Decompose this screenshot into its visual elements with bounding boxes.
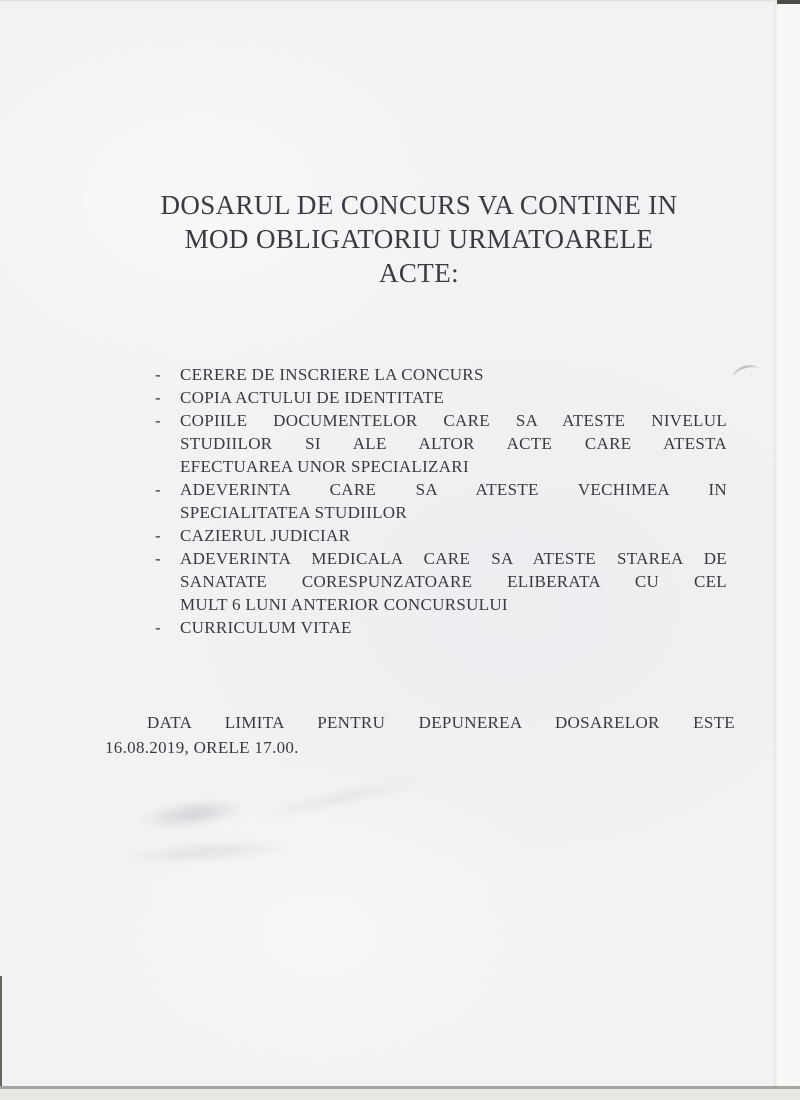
deadline-paragraph	[105, 710, 735, 760]
deadline-line: 16.08.2019, ORELE 17.00.	[105, 738, 299, 757]
title-line: MOD OBLIGATORIU URMATOARELE	[184, 224, 654, 254]
paper-edge-right-band	[774, 0, 800, 1087]
list-item	[155, 363, 727, 386]
bullet-dash: -	[155, 549, 161, 568]
requirements-list	[155, 363, 727, 639]
bullet-dash: -	[155, 526, 161, 545]
list-item	[155, 547, 727, 616]
scanner-bed-strip	[0, 1089, 800, 1100]
list-item-line: SPECIALITATEA STUDIILOR	[180, 503, 408, 522]
list-item	[155, 478, 727, 524]
list-item-line: CAZIERUL JUDICIAR	[180, 526, 351, 545]
pencil-squiggle-mark	[731, 362, 760, 384]
bullet-dash: -	[155, 388, 161, 407]
bullet-dash: -	[155, 480, 161, 499]
list-item	[155, 616, 727, 639]
list-item-line: SANATATE CORESPUNZATOARE ELIBERATA CU CEL	[180, 572, 727, 591]
bullet-dash: -	[155, 365, 161, 384]
deadline-line: DATA LIMITA PENTRU DEPUNEREA DOSARELOR ESTE	[147, 713, 735, 732]
scanner-top-edge-shadow	[0, 0, 800, 2]
pencil-smudge	[250, 771, 429, 824]
list-item-line: MULT 6 LUNI ANTERIOR CONCURSULUI	[180, 595, 508, 614]
list-item-line: ADEVERINTA CARE SA ATESTE VECHIMEA IN	[180, 480, 727, 499]
list-item-line: ADEVERINTA MEDICALA CARE SA ATESTE STAREA DE	[180, 549, 727, 568]
list-item-line: CERERE DE INSCRIERE LA CONCURS	[180, 365, 484, 384]
document-title	[90, 188, 748, 290]
paper-edge-left-line	[0, 976, 2, 1086]
title-line: ACTE:	[379, 258, 459, 288]
pencil-smudge	[115, 836, 296, 869]
list-item-line: CURRICULUM VITAE	[180, 618, 352, 637]
list-item	[155, 524, 727, 547]
list-item-line: STUDIILOR SI ALE ALTOR ACTE CARE ATESTA	[180, 434, 727, 453]
list-item	[155, 409, 727, 478]
list-item-line: COPIILE DOCUMENTELOR CARE SA ATESTE NIVELUL	[180, 411, 727, 430]
bullet-dash: -	[155, 411, 161, 430]
list-item-line: COPIA ACTULUI DE IDENTITATE	[180, 388, 445, 407]
bullet-dash: -	[155, 618, 161, 637]
list-item	[155, 386, 727, 409]
scanner-corner-mark	[777, 0, 800, 4]
title-line: DOSARUL DE CONCURS VA CONTINE IN	[160, 190, 678, 220]
pencil-smudge	[137, 792, 250, 835]
list-item-line: EFECTUAREA UNOR SPECIALIZARI	[180, 457, 469, 476]
